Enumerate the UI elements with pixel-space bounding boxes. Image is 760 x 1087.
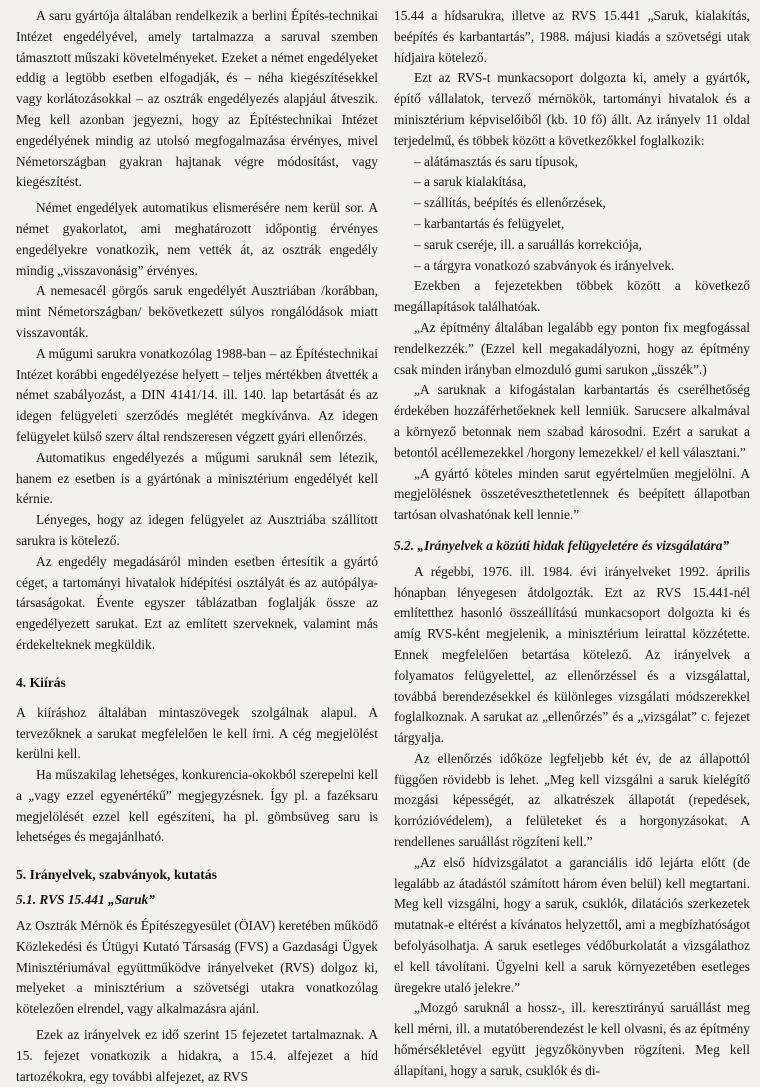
paragraph: 15.44 a hídsarukra, illetve az RVS 15.441 „Saruk, kialakítás, beépítés és karbantartás”, 1988. májusi kiadás a szövetségi utak hídjaira kötelező. (394, 8, 750, 65)
paragraph: A saru gyártója általában rendelkezik a berlini Építés-technikai Intézet engedélyével, amely tartalmazza a saruval szemben támasztott műszaki követelményeket. Ezeket a német engedélyeket eddig a legtöbb esetben elfogadják, és – néha kiegészítésekkel vagy korlátozásokkal – az osztrák engedélyezés alapjául átveszik. Meg kell azonban jegyezni, hogy az Építéstechnikai Intézet engedélyének mindig az utolsó megfogalmazása érvényes, mivel Németországban gyakran hajtanak végre módosítást, vagy kiegészítést. (16, 8, 378, 190)
left-column (16, 6, 378, 1087)
list-item: – alátámasztás és saru típusok, (414, 153, 578, 169)
section-heading-5: 5. Irányelvek, szabványok, kutatás (16, 867, 217, 883)
section-heading-4: 4. Kiírás (16, 674, 66, 690)
list-item: – saruk cseréje, ill. a saruállás korrekciója, (414, 236, 642, 252)
paragraph: Az engedély megadásáról minden esetben értesítik a gyártó céget, a tartományi hivatalok hídépítési osztályát és az autópálya-társaságokat. Évente egyszer táblázatban foglalják össze az engedélyezett sarukat. Ezt az említett szerveknek, valamint más érdekelteknek megküldik. (16, 553, 378, 652)
subsection-heading-5-2: 5.2. „Irányelvek a közúti hidak felügyeletére és vizsgálatára” (394, 537, 730, 553)
topic-list (394, 152, 750, 277)
paragraph: Német engedélyek automatikus elismerésére nem kerül sor. A német gyakorlatot, ami meghatározott időpontig érvényes engedélyekre vonatkozik, nem vették át, az osztrák engedély mindig „visszavonásig” érvényes. (16, 200, 378, 278)
paragraph: Ezt az RVS-t munkacsoport dolgozta ki, amely a gyártók, építő vállalatok, tervező mérnökök, tartományi hivatalok és a minisztérium képviselőiből (kb. 10 fő) állt. Az irányelv 11 oldal terjedelmű, és többek között a következőkkel foglalkozik: (394, 70, 750, 148)
paragraph: Ha műszakilag lehetséges, konkurencia-okokból szerepelni kell a „vagy ezzel egyenértékű” megjegyzésnek. Így pl. a fazéksaru megjelölését ezzel kell egészíteni, ha pl. gömbsüveg saru is lehetséges és megajánlható. (16, 767, 378, 845)
paragraph: „A gyártó köteles minden sarut egyértelműen megjelölni. A megjelölésnek összetéveszthetetlennek és beépített állapotban tartósan olvashatónak kell lennie.” (394, 465, 750, 523)
paragraph: A műgumi sarukra vonatkozólag 1988-ban – az Építéstechnikai Intézet korábbi engedélyezése helyett – teljes mértékben átvették a német szabályozást, a DIN 4141/14. ill. 140. lap betartását és az idegen felügyeleti szerződés meglétét megkívánva. Az idegen felügyelet külső szerv által rendszeresen végzett gyári ellenőrzés. (16, 345, 378, 444)
right-column (394, 6, 750, 1082)
list-item: – szállítás, beépítés és ellenőrzések, (414, 195, 606, 211)
paragraph: A régebbi, 1976. ill. 1984. évi irányelveket 1992. április hónapban lényegesen átdolgozták. Ezt az RVS 15.441-nél említetthez hasonló összeállítású munkacsoport dolgozta ki és amíg RVS-ként megjelenik, a minisztérium leirattal közzétette. Ennek megfelelően betartása kötelező. Az irányelvek a folyamatos felügyelettel, az ellenőrzéssel és a vizsgálattal, továbbá berendezésekkel és különleges vizsgálati módszerekkel foglalkoznak. A sarukat az „ellenőrzés” és a „vizsgálat” c. fejezet tárgyalja. (394, 563, 750, 746)
list-item: – a saruk kialakítása, (414, 174, 527, 190)
paragraph: Lényeges, hogy az idegen felügyelet az Ausztriába szállított sarukra is kötelező. (16, 512, 378, 548)
paragraph: A kiíráshoz általában mintaszövegek szolgálnak alapul. A tervezőknek a sarukat megfelelően le kell írni. A cég megjelölést kerülni kell. (16, 704, 378, 762)
paragraph: „Az első hídvizsgálatot a garanciális idő lejárta előtt (de legalább az átadástól számított három éven belül) kell megtartani. Meg kell vizsgálni, hogy a saruk, csuklók, dilatációs szerkezetek mutatnak-e eltérést a kívánatos helyzettől, ami a megbízhatóságot befolyásolhatja. A saruk esetleges védőburkolatát a vizsgálathoz el kell távolítani. Ügyelni kell a saruk környezetében esetleges üregekre utaló jelekre.” (394, 854, 750, 995)
paragraph: „A saruknak a kifogástalan karbantartás és cserélhetőség érdekében hozzáférhetőeknek kell lenniük. Sarucsere alkalmával a környező betonnak nem szabad károsodni. Ezért a sarukat a betontól acéllemezekkel /horgony lemezekkel/ el kell választani.” (394, 382, 750, 460)
paragraph: A nemesacél görgős saruk engedélyét Ausztriában /korábban, mint Németországban/ bekövetkezett súlyos rongálódások miatt visszavonták. (16, 283, 378, 340)
list-item: – karbantartás és felügyelet, (414, 215, 565, 231)
paragraph: Ezek az irányelvek ez idő szerint 15 fejezetet tartalmaznak. A 15. fejezet vonatkozik a hidakra, a 15.4. alfejezet a híd tartozékokra, egy további alfejezet, az RVS (16, 1027, 378, 1084)
list-item: – a tárgyra vonatkozó szabványok és irányelvek. (414, 257, 675, 273)
paragraph: Az Osztrák Mérnök és Építészegyesület (ÖIAV) keretében működő Közlekedési és Útügyi Kutató Társaság (FVS) a Gazdasági Ügyek Minisztériumával együttműködve irányelveket (RVS) dolgoz ki, melyeket a minisztérium a szövetségi utakra vonatkozólag kötelezően elrendel, vagy alkalmazásra ajánl. (16, 918, 378, 1017)
paragraph: Ezekben a fejezetekben többek között a következő megállapítások találhatóak. (394, 278, 750, 315)
paragraph: Az ellenőrzés időköze legfeljebb két év, de az állapottól függően rövidebb is lehet. „Meg kell vizsgálni a saruk kielégítő mozgási képességét, az alkatrészek állapotát (repedések, korrózióvédelem), a felületeket és a horgonyzásokat. A rendellenes saruállást rögzíteni kell.” (394, 750, 750, 850)
paragraph: Automatikus engedélyezés a műgumi saruknál sem létezik, hanem ez esetben is a gyártónak a minisztérium engedélyét kell kérnie. (16, 449, 378, 507)
paragraph: „Mozgó saruknál a hossz-, ill. keresztirányú saruállást meg kell mérni, ill. a mutatóberendezést le kell olvasni, és az építmény hőmérsékletével együtt jegyzőkönyvben rögzíteni. Meg kell állapítani, hogy a saruk, csuklók és di- (394, 1000, 750, 1078)
paragraph: „Az építmény általában legalább egy ponton fix megfogással rendelkezzék.” (Ezzel kell megakadályozni, hogy az építmény csak minden irányban elmozduló gumi sarukon „üsszék”.) (394, 319, 750, 377)
subsection-heading-5-1: 5.1. RVS 15.441 „Saruk” (16, 892, 155, 908)
